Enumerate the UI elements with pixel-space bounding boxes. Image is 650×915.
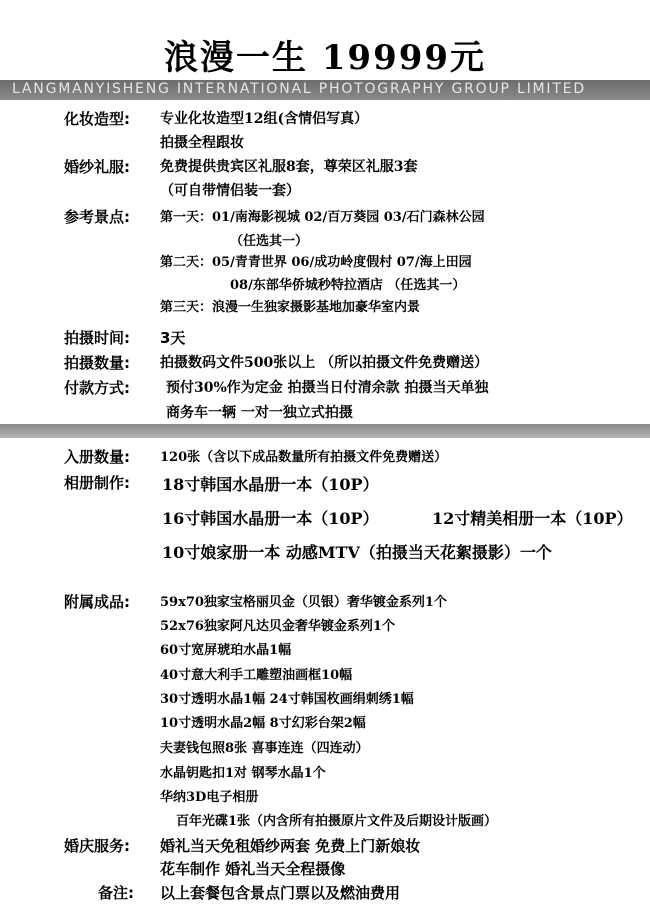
time-label: 拍摄时间: bbox=[64, 329, 130, 347]
dress-label: 婚纱礼服: bbox=[64, 158, 130, 176]
wedding-line1: 婚礼当天免租婚纱两套 免费上门新娘妆 bbox=[160, 837, 421, 855]
scenes-label: 参考景点: bbox=[64, 208, 130, 226]
extras-item: 52x76独家阿凡达贝金奢华镀金系列1个 bbox=[160, 619, 395, 634]
note-value: 以上套餐包含景点门票以及燃油费用 bbox=[160, 884, 401, 902]
album-make-line2a: 16寸韩国水晶册一本（10P） bbox=[162, 509, 379, 528]
extras-item: 40寸意大利手工雕塑油画框10幅 bbox=[160, 668, 353, 683]
album-count-label: 入册数量: bbox=[64, 448, 130, 466]
extras-item: 30寸透明水晶1幅 24寸韩国枚画绢刺绣1幅 bbox=[160, 692, 414, 707]
extras-item: 百年光碟1张（内含所有拍摄原片文件及后期设计版画） bbox=[176, 814, 498, 829]
extras-item: 59x70独家宝格丽贝金（贝银）奢华镀金系列1个 bbox=[160, 595, 447, 610]
scenes-day2-b: 08/东部华侨城秒特拉酒店 （任选其一） bbox=[230, 278, 466, 293]
wedding-line2: 花车制作 婚礼当天全程摄像 bbox=[160, 860, 346, 878]
makeup-line2: 拍摄全程跟妆 bbox=[160, 135, 244, 151]
quantity-label: 拍摄数量: bbox=[64, 354, 130, 372]
extras-item: 华纳3D电子相册 bbox=[160, 790, 259, 805]
extras-item: 夫妻钱包照8张 喜事连连（四连动） bbox=[160, 741, 369, 756]
album-make-line1: 18寸韩国水晶册一本（10P） bbox=[162, 475, 379, 494]
dress-line2: （可自带情侣装一套） bbox=[160, 183, 300, 199]
scenes-day1: 第一天：01/南海影视城 02/百万葵园 03/石门森林公园 bbox=[160, 210, 485, 225]
scenes-day2: 第二天：05/青青世界 06/成功岭度假村 07/海上田园 bbox=[160, 255, 472, 270]
extras-item: 水晶钥匙扣1对 钢琴水晶1个 bbox=[160, 766, 326, 781]
scenes-day3: 第三天：浪漫一生独家摄影基地加豪华室内景 bbox=[160, 300, 421, 315]
dress-line1: 免费提供贵宾区礼服8套，尊荣区礼服3套 bbox=[160, 159, 418, 175]
album-count-value: 120张（含以下成品数量所有拍摄文件免费赠送） bbox=[160, 450, 448, 465]
quantity-value: 拍摄数码文件500张以上 （所以拍摄文件免费赠送） bbox=[160, 355, 489, 371]
company-banner: LANGMANYISHENG INTERNATIONAL PHOTOGRAPHY GROUP LIMITED bbox=[12, 81, 586, 97]
makeup-label: 化妆造型: bbox=[64, 110, 130, 128]
album-make-label: 相册制作: bbox=[64, 474, 130, 492]
note-label: 备注: bbox=[98, 884, 134, 902]
wedding-label: 婚庆服务: bbox=[64, 837, 130, 855]
payment-label: 付款方式: bbox=[64, 379, 130, 397]
album-make-line3: 10寸娘家册一本 动感MTV（拍摄当天花絮摄影）一个 bbox=[162, 543, 552, 562]
extras-item: 60寸宽屏琥珀水晶1幅 bbox=[160, 643, 292, 658]
scenes-day1-note: （任选其一） bbox=[230, 234, 309, 249]
payment-line2: 商务车一辆 一对一独立式拍摄 bbox=[166, 405, 353, 421]
album-make-line2b: 12寸精美相册一本（10P） bbox=[432, 509, 633, 528]
extras-label: 附属成品: bbox=[64, 593, 130, 611]
payment-line1: 预付30%作为定金 拍摄当日付清余款 拍摄当天单独 bbox=[166, 380, 489, 396]
makeup-line1: 专业化妆造型12组(含情侣写真） bbox=[160, 111, 369, 127]
package-title: 浪漫一生 19999元 bbox=[163, 38, 487, 78]
extras-item: 10寸透明水晶2幅 8寸幻彩台架2幅 bbox=[160, 716, 366, 731]
divider-band bbox=[0, 424, 650, 438]
time-value: 3天 bbox=[160, 329, 186, 347]
